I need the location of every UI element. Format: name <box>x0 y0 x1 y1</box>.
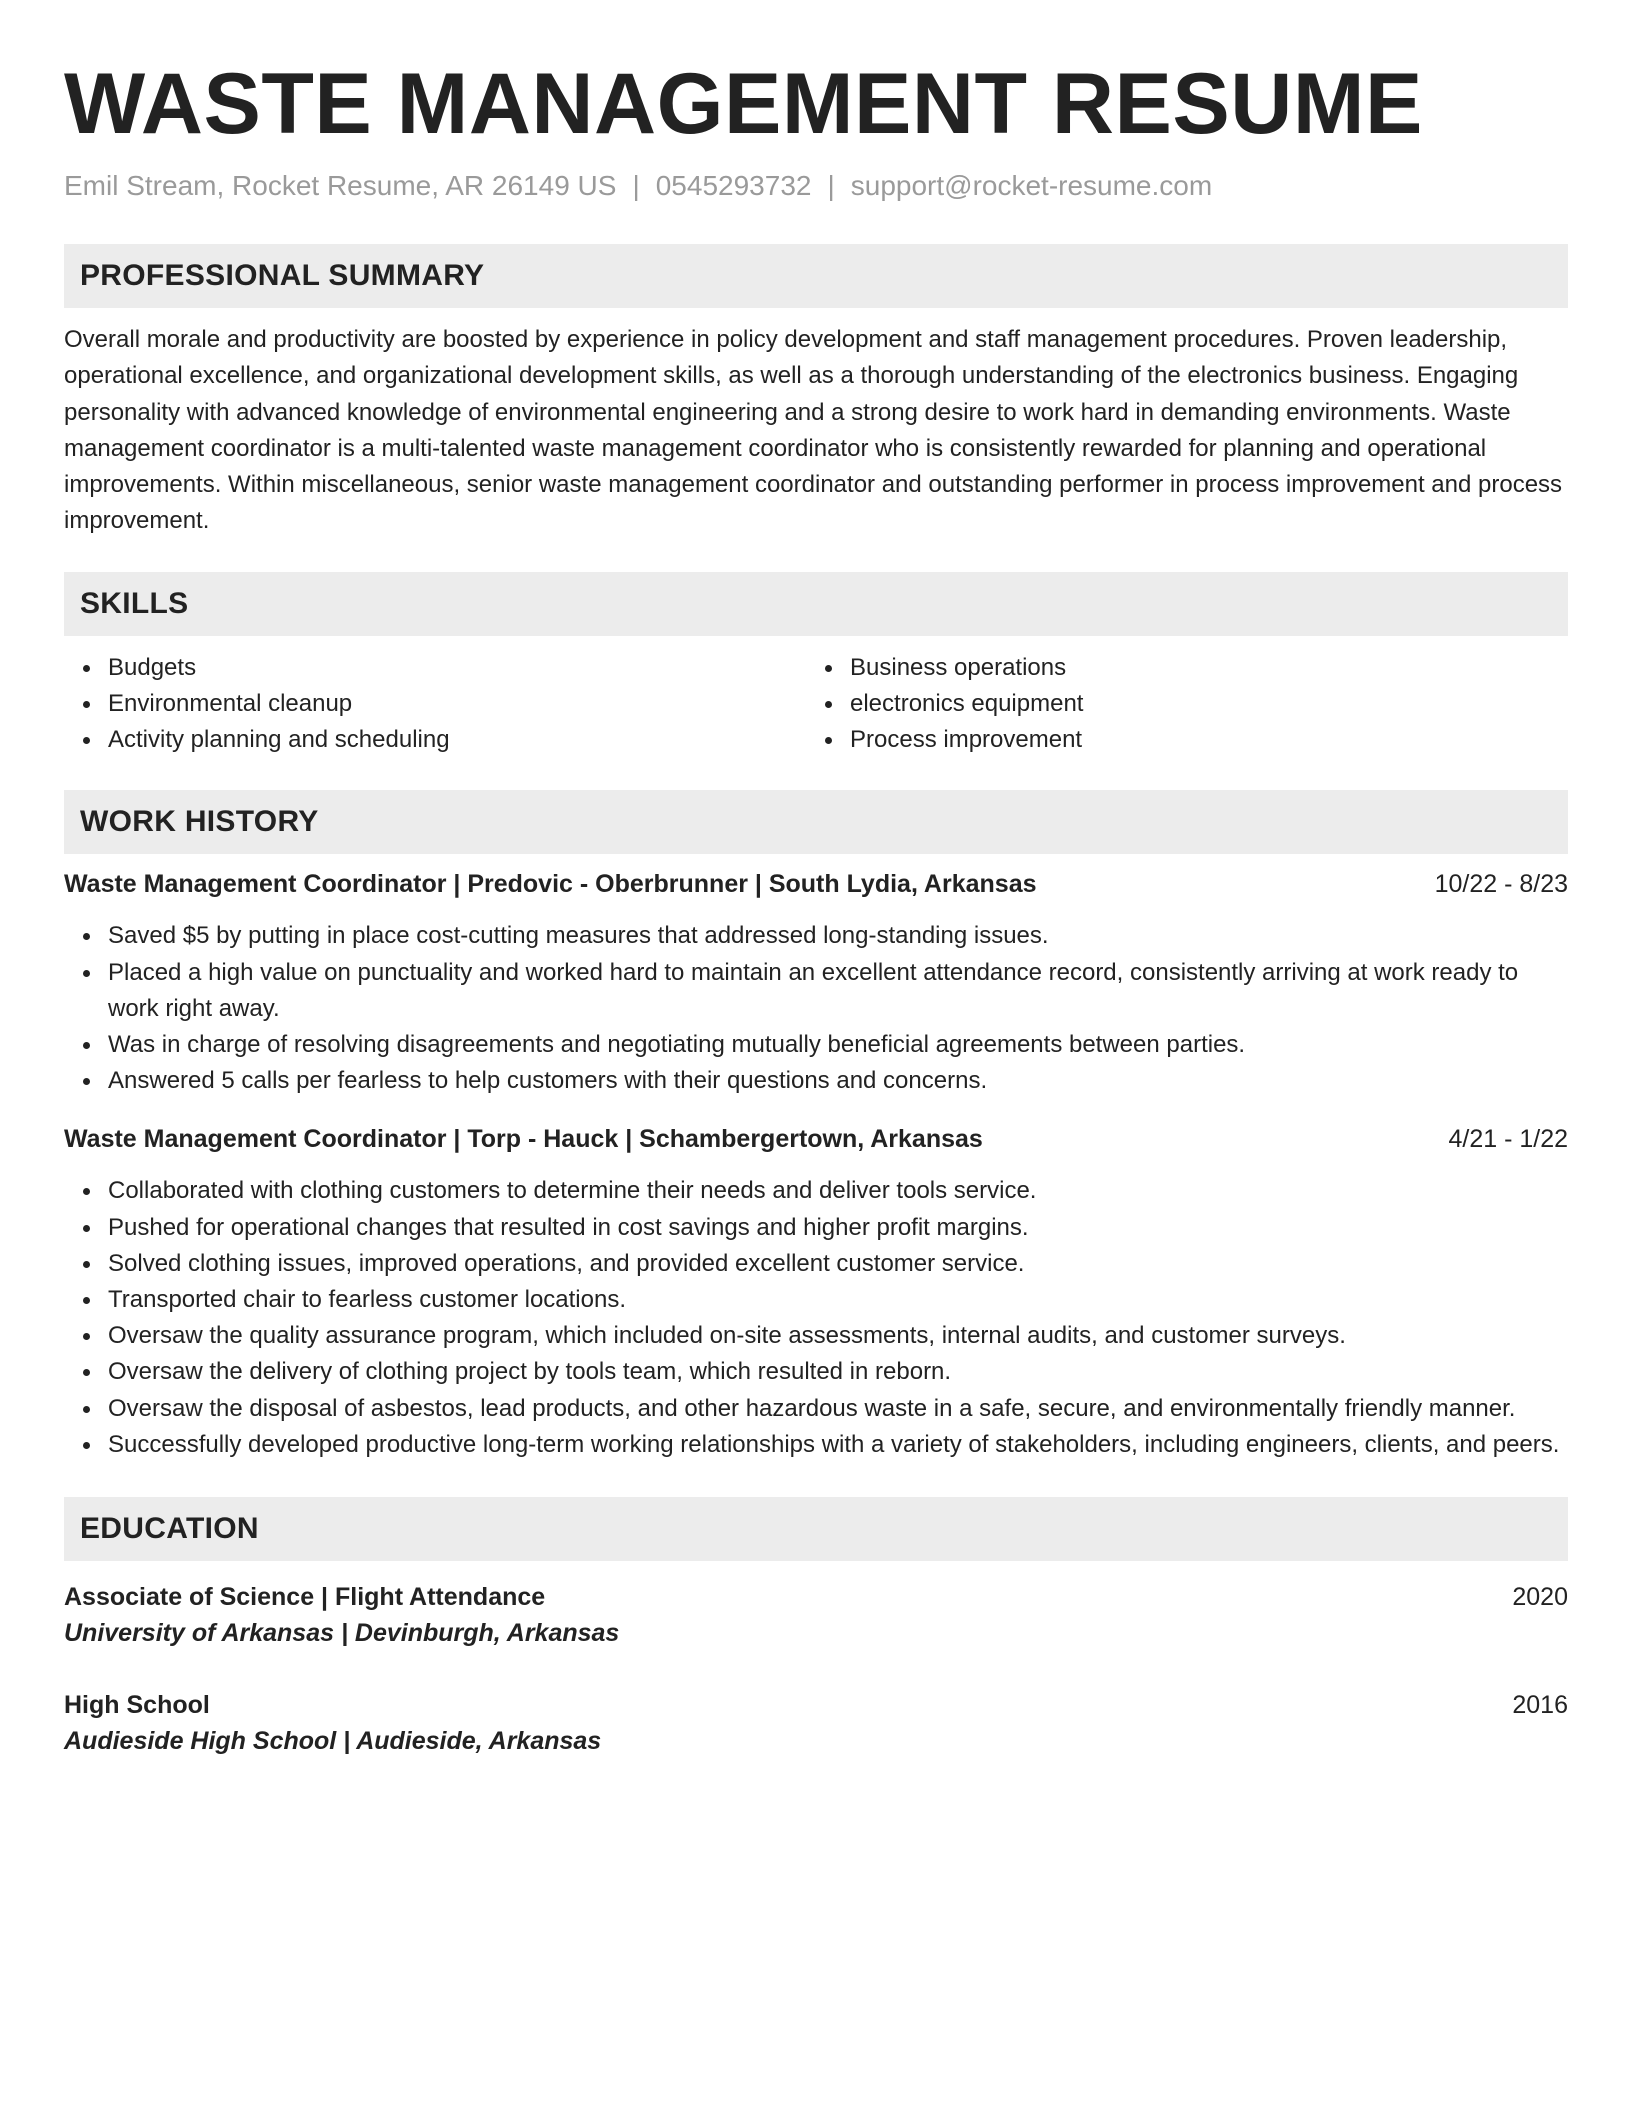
education-entry <box>64 1687 1568 1759</box>
skills-heading: SKILLS <box>64 572 1568 636</box>
job-bullet: Solved clothing issues, improved operations, and provided excellent customer service. <box>108 1246 1568 1282</box>
skill-item: Budgets <box>108 650 806 686</box>
job-bullet: Answered 5 calls per fearless to help customers with their questions and concerns. <box>108 1063 1568 1099</box>
job-bullet: Transported chair to fearless customer locations. <box>108 1282 1568 1318</box>
summary-heading: PROFESSIONAL SUMMARY <box>64 244 1568 308</box>
contact-line <box>64 168 1568 204</box>
contact-address: Emil Stream, Rocket Resume, AR 26149 US <box>64 170 617 201</box>
education-year: 2016 <box>1512 1691 1568 1720</box>
job-dates: 4/21 - 1/22 <box>1448 1125 1568 1154</box>
job-bullets <box>64 1173 1568 1463</box>
skills-column-left <box>64 650 806 759</box>
skill-item: electronics equipment <box>850 686 1548 722</box>
education-header <box>64 1687 1568 1723</box>
skills-list <box>64 650 1568 759</box>
contact-separator: | <box>827 170 835 201</box>
education-heading: EDUCATION <box>64 1497 1568 1561</box>
skill-item: Environmental cleanup <box>108 686 806 722</box>
job-bullet: Oversaw the disposal of asbestos, lead products, and other hazardous waste in a safe, secure, and environmentally friendly manner. <box>108 1391 1568 1427</box>
education-school: University of Arkansas | Devinburgh, Arkansas <box>64 1619 620 1648</box>
work-history-heading: WORK HISTORY <box>64 790 1568 854</box>
contact-phone: 0545293732 <box>655 170 812 201</box>
job-dates: 10/22 - 8/23 <box>1434 870 1568 899</box>
job-bullet: Was in charge of resolving disagreements and negotiating mutually beneficial agreements between parties. <box>108 1027 1568 1063</box>
job-bullet: Saved $5 by putting in place cost-cutting measures that addressed long-standing issues. <box>108 918 1568 954</box>
job-bullet: Successfully developed productive long-term working relationships with a variety of stakeholders, including engineers, clients, and peers. <box>108 1427 1568 1463</box>
skill-item: Activity planning and scheduling <box>108 722 806 758</box>
job-title: Waste Management Coordinator | Predovic - Oberbrunner | South Lydia, Arkansas <box>64 870 1037 899</box>
skills-column-right <box>806 650 1548 759</box>
job-bullet: Pushed for operational changes that resulted in cost savings and higher profit margins. <box>108 1210 1568 1246</box>
skill-item: Business operations <box>850 650 1548 686</box>
job-entry <box>64 866 1568 1099</box>
job-header <box>64 1121 1568 1157</box>
resume-title: WASTE MANAGEMENT RESUME <box>64 56 1423 152</box>
job-bullets <box>64 918 1568 1099</box>
education-school: Audieside High School | Audieside, Arkansas <box>64 1727 602 1756</box>
education-entry <box>64 1579 1568 1651</box>
job-bullet: Oversaw the quality assurance program, which included on-site assessments, internal audits, and customer surveys. <box>108 1318 1568 1354</box>
education-header <box>64 1579 1568 1615</box>
contact-email: support@rocket-resume.com <box>850 170 1213 201</box>
summary-text: Overall morale and productivity are boosted by experience in policy development and staff management procedures. Proven leadership, operational excellence, and organizational development skills, as well as a thorough understanding of the electronics business. Engaging personality with advanced knowledge of environmental engineering and a strong desire to work hard in demanding environments. Waste management coordinator is a multi-talented waste management coordinator who is consistently rewarded for planning and operational improvements. Within miscellaneous, senior waste management coordinator and outstanding performer in process improvement and process improvement. <box>64 326 1563 535</box>
job-header <box>64 866 1568 902</box>
job-bullet: Collaborated with clothing customers to determine their needs and deliver tools service. <box>108 1173 1568 1209</box>
contact-separator: | <box>632 170 640 201</box>
job-bullet: Oversaw the delivery of clothing project by tools team, which resulted in reborn. <box>108 1354 1568 1390</box>
education-degree: High School <box>64 1691 210 1720</box>
skill-item: Process improvement <box>850 722 1548 758</box>
job-bullet: Placed a high value on punctuality and worked hard to maintain an excellent attendance record, consistently arriving at work ready to work right away. <box>108 955 1568 1027</box>
job-entry <box>64 1121 1568 1463</box>
education-degree: Associate of Science | Flight Attendance <box>64 1583 546 1612</box>
job-title: Waste Management Coordinator | Torp - Hauck | Schambergertown, Arkansas <box>64 1125 983 1154</box>
education-year: 2020 <box>1512 1583 1568 1612</box>
